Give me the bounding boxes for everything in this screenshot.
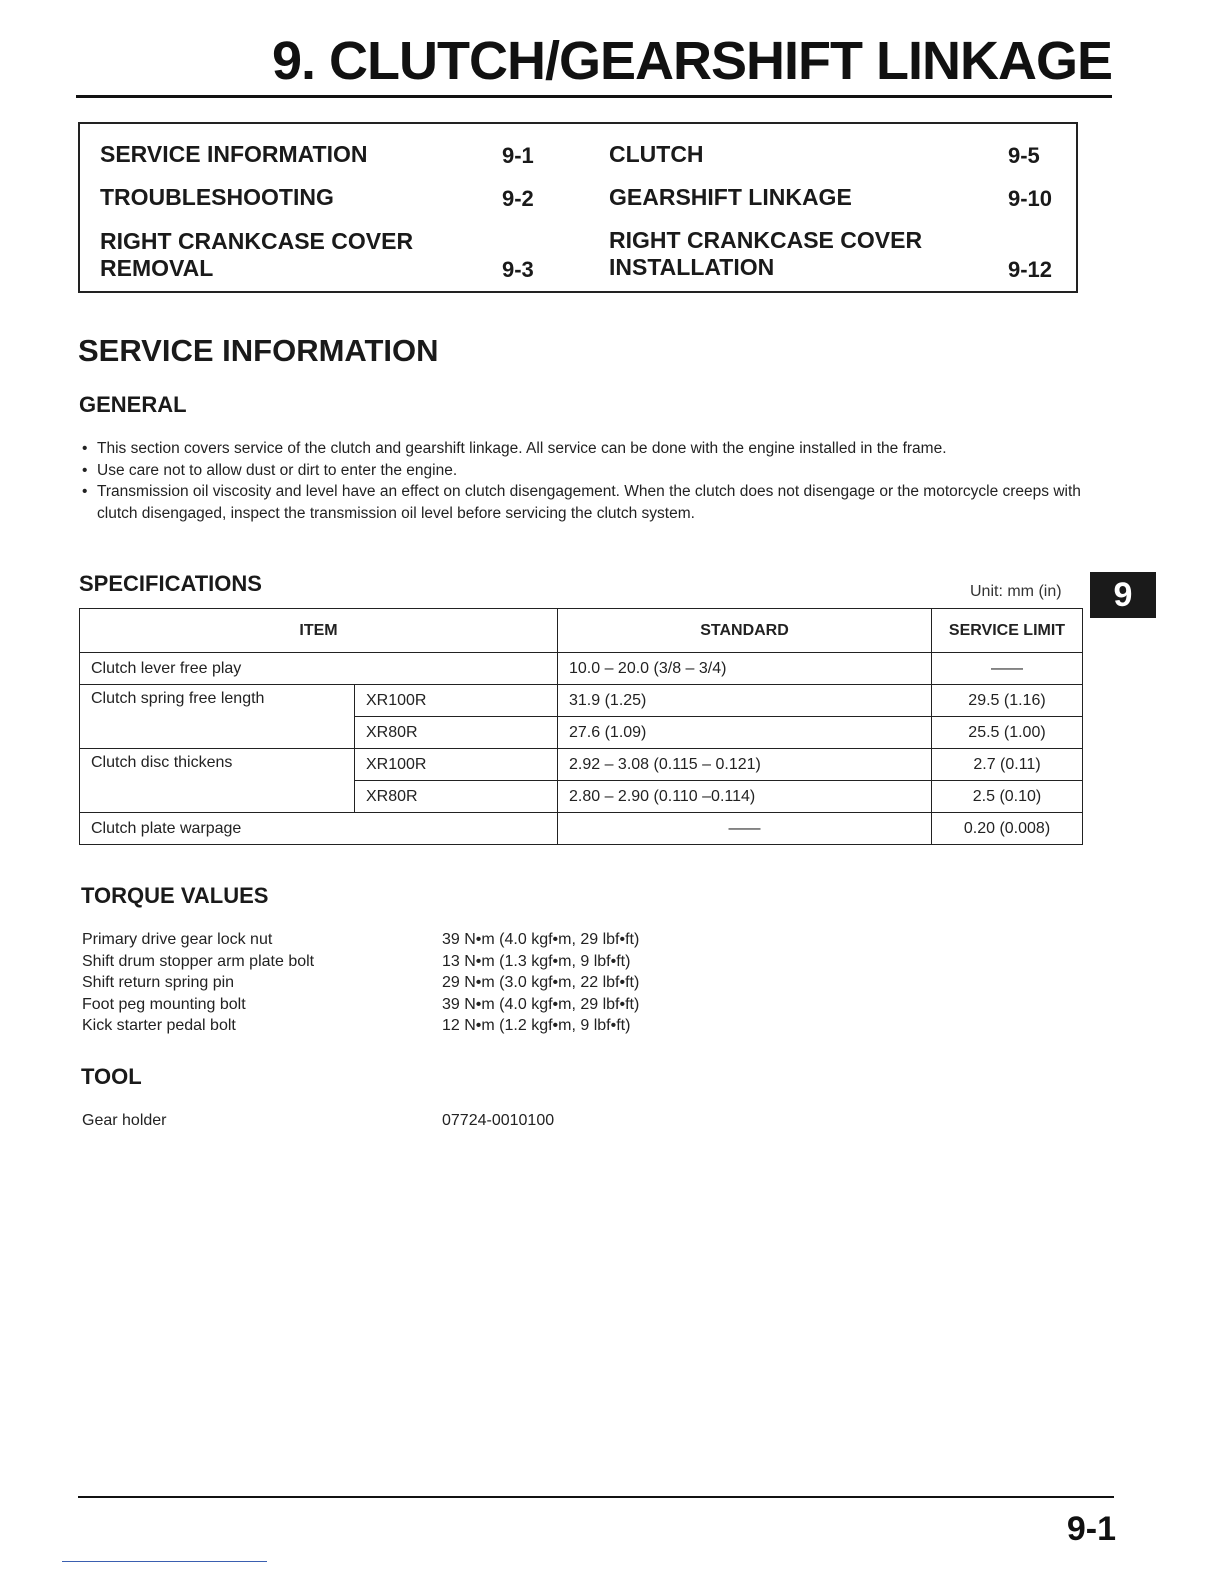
- toc-item-line: RIGHT CRANKCASE COVER: [100, 228, 414, 254]
- toc-page: 9-10: [1008, 186, 1053, 211]
- torque-value: 39 N•m (4.0 kgf•m, 29 lbf•ft): [442, 931, 640, 948]
- table-cell-item: Clutch disc thickens: [80, 749, 355, 813]
- toc-item-troubleshooting[interactable]: TROUBLESHOOTING: [100, 184, 334, 210]
- table-cell-model: XR80R: [355, 717, 558, 749]
- torque-value: 29 N•m (3.0 kgf•m, 22 lbf•ft): [442, 974, 640, 991]
- table-cell-model: XR100R: [355, 685, 558, 717]
- footer-divider: [78, 1496, 1114, 1498]
- table-cell-standard: 27.6 (1.09): [558, 717, 932, 749]
- table-cell-limit: 2.5 (0.10): [932, 781, 1083, 813]
- toc-item-right-crankcase-cover-removal[interactable]: [100, 228, 413, 282]
- table-cell-item: Clutch lever free play: [80, 653, 558, 685]
- toc-item-line: INSTALLATION: [609, 254, 775, 280]
- toc-item-service-information[interactable]: SERVICE INFORMATION: [100, 141, 368, 167]
- chapter-title: 9. CLUTCH/GEARSHIFT LINKAGE: [271, 31, 1112, 91]
- toc-item-clutch[interactable]: CLUTCH: [609, 141, 704, 167]
- list-item: • Transmission oil viscosity and level have an effect on clutch disengagement. When the clutch does not disengage or the motorcycle creeps with clutch disengaged, inspect the transmission oil level before servicing the clutch system.: [80, 481, 1085, 524]
- section-heading: SERVICE INFORMATION: [78, 333, 439, 368]
- table-cell-standard: 10.0 – 20.0 (3/8 – 3/4): [558, 653, 932, 685]
- table-row: [80, 685, 1083, 717]
- table-row: [80, 749, 1083, 781]
- table-row: [80, 653, 1083, 685]
- table-cell-model: XR80R: [355, 781, 558, 813]
- tool-heading: TOOL: [81, 1064, 142, 1089]
- table-cell-standard: 2.92 – 3.08 (0.115 – 0.121): [558, 749, 932, 781]
- torque-values-heading: TORQUE VALUES: [81, 883, 269, 908]
- unit-label: Unit: mm (in): [970, 583, 1062, 600]
- toc-page: 9-12: [1008, 257, 1053, 282]
- title-divider: [76, 95, 1112, 98]
- toc-page: 9-5: [1008, 143, 1040, 168]
- tool-label: Gear holder: [82, 1112, 167, 1129]
- table-cell-standard: ——: [558, 813, 932, 845]
- chapter-tab-marker: 9: [1090, 572, 1156, 618]
- torque-label: Foot peg mounting bolt: [82, 996, 246, 1013]
- tool-part-number: 07724-0010100: [442, 1112, 555, 1129]
- table-cell-standard: 31.9 (1.25): [558, 685, 932, 717]
- toc-page: 9-2: [502, 186, 534, 211]
- table-cell-item: Clutch spring free length: [80, 685, 355, 749]
- torque-label: Primary drive gear lock nut: [82, 931, 273, 948]
- toc-item-line: RIGHT CRANKCASE COVER: [609, 227, 923, 253]
- column-header-item: ITEM: [80, 609, 558, 653]
- table-cell-item: Clutch plate warpage: [80, 813, 558, 845]
- torque-value: 13 N•m (1.3 kgf•m, 9 lbf•ft): [442, 953, 631, 970]
- torque-value: 12 N•m (1.2 kgf•m, 9 lbf•ft): [442, 1017, 631, 1034]
- torque-label: Shift drum stopper arm plate bolt: [82, 953, 315, 970]
- contents-box: [78, 122, 1078, 293]
- general-heading: GENERAL: [79, 392, 187, 417]
- specifications-table: [79, 608, 1083, 845]
- toc-item-gearshift-linkage[interactable]: GEARSHIFT LINKAGE: [609, 184, 852, 210]
- torque-label: Shift return spring pin: [82, 974, 235, 991]
- column-header-service-limit: SERVICE LIMIT: [932, 609, 1083, 653]
- specifications-heading: SPECIFICATIONS: [79, 571, 262, 596]
- table-cell-standard: 2.80 – 2.90 (0.110 –0.114): [558, 781, 932, 813]
- table-cell-limit: ——: [932, 653, 1083, 685]
- torque-label: Kick starter pedal bolt: [82, 1017, 236, 1034]
- column-header-standard: STANDARD: [558, 609, 932, 653]
- table-row: [80, 813, 1083, 845]
- toc-page: 9-3: [502, 257, 534, 282]
- toc-item-line: REMOVAL: [100, 255, 214, 281]
- list-item: • Use care not to allow dust or dirt to enter the engine.: [80, 460, 1085, 482]
- scan-artifact-line: [62, 1561, 267, 1562]
- page-number: 9-1: [1066, 1510, 1116, 1548]
- table-header-row: [80, 609, 1083, 653]
- general-bullet-list: [80, 438, 1085, 524]
- table-cell-model: XR100R: [355, 749, 558, 781]
- table-cell-limit: 29.5 (1.16): [932, 685, 1083, 717]
- toc-item-right-crankcase-cover-installation[interactable]: [609, 227, 922, 281]
- list-item: • This section covers service of the clutch and gearshift linkage. All service can be done with the engine installed in the frame.: [80, 438, 1085, 460]
- torque-value: 39 N•m (4.0 kgf•m, 29 lbf•ft): [442, 996, 640, 1013]
- table-cell-limit: 25.5 (1.00): [932, 717, 1083, 749]
- toc-page: 9-1: [502, 143, 534, 168]
- table-cell-limit: 0.20 (0.008): [932, 813, 1083, 845]
- table-cell-limit: 2.7 (0.11): [932, 749, 1083, 781]
